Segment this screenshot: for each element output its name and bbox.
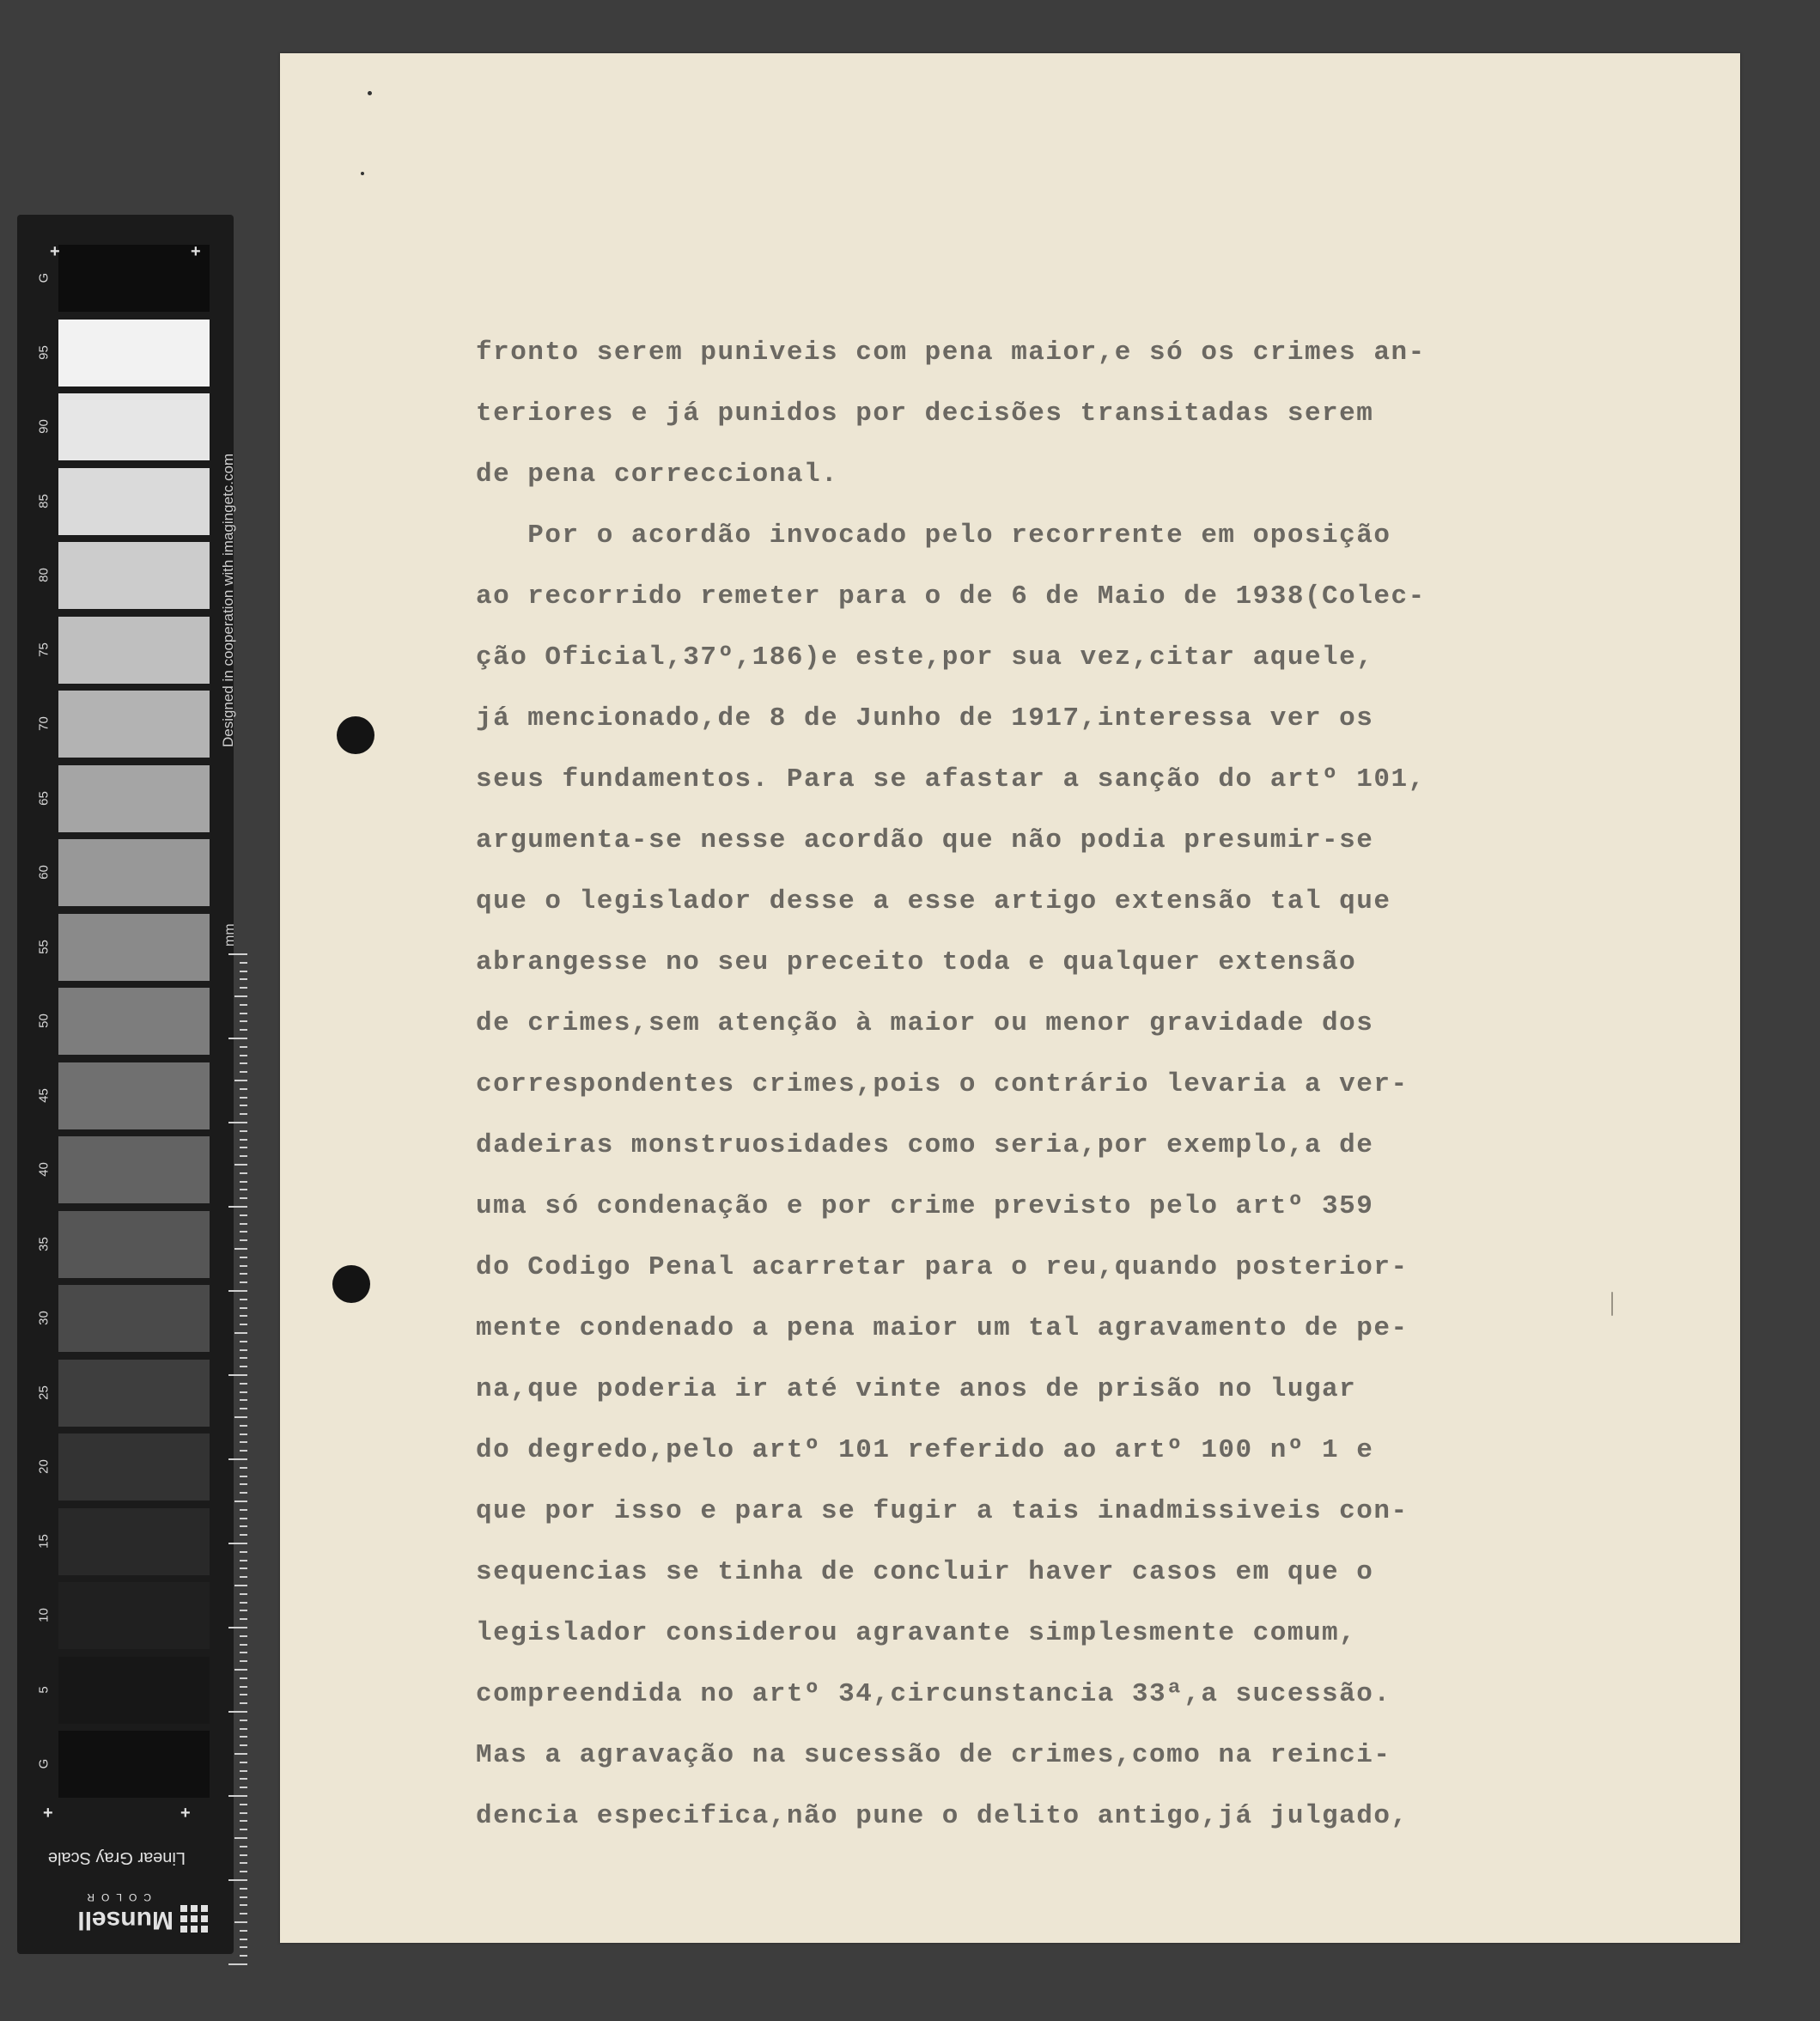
gray-patch xyxy=(58,468,210,535)
ruler-tick xyxy=(240,1441,247,1443)
ruler-tick xyxy=(240,1518,247,1519)
scale-footer xyxy=(17,1829,234,1950)
munsell-logo-icon xyxy=(180,1905,208,1933)
ruler-tick xyxy=(240,987,247,989)
gray-patch xyxy=(58,245,210,312)
ruler-tick xyxy=(240,1955,247,1957)
ruler-tick xyxy=(240,1593,247,1595)
ruler-tick xyxy=(228,1627,247,1628)
ruler-tick xyxy=(240,1829,247,1830)
ruler-tick xyxy=(234,1332,247,1334)
paper-speck xyxy=(368,91,372,95)
ruler-tick xyxy=(240,1509,247,1511)
document-page xyxy=(280,53,1740,1943)
ruler-tick xyxy=(240,1871,247,1872)
ruler-tick xyxy=(240,1004,247,1006)
ruler-tick xyxy=(234,1921,247,1923)
gray-patch xyxy=(58,1434,210,1501)
ruler-tick xyxy=(240,1736,247,1738)
text-line: legislador considerou agravante simplesmente comum, xyxy=(476,1618,1357,1648)
ruler-tick xyxy=(228,1458,247,1460)
ruler-tick xyxy=(240,1391,247,1393)
ruler-tick xyxy=(240,1744,247,1746)
punch-hole xyxy=(332,1265,370,1303)
patch-label: 25 xyxy=(36,1385,52,1400)
gray-patch xyxy=(58,1582,210,1649)
ruler-tick xyxy=(240,1525,247,1527)
ruler-tick xyxy=(240,1820,247,1822)
registration-mark: + xyxy=(50,242,60,261)
ruler-tick xyxy=(228,1543,247,1544)
ruler-tick xyxy=(240,1846,247,1848)
ruler-tick xyxy=(240,1762,247,1763)
text-line: já mencionado,de 8 de Junho de 1917,interessa ver os xyxy=(476,703,1374,734)
ruler-tick xyxy=(240,1029,247,1031)
patch-label: 50 xyxy=(36,1014,52,1028)
ruler-tick xyxy=(240,1728,247,1730)
gray-patch xyxy=(58,765,210,832)
gray-patch xyxy=(58,1285,210,1352)
ruler-tick xyxy=(240,1804,247,1805)
patch-label: 30 xyxy=(36,1311,52,1325)
ruler-tick xyxy=(240,978,247,980)
brand-subtitle: COLOR xyxy=(80,1891,151,1903)
ruler-tick xyxy=(240,1088,247,1090)
patch-label: 75 xyxy=(36,642,52,657)
ruler-tick xyxy=(240,1130,247,1132)
ruler-tick xyxy=(240,1652,247,1653)
ruler-tick xyxy=(240,1408,247,1409)
ruler-tick xyxy=(234,1416,247,1418)
ruler-tick xyxy=(240,1778,247,1780)
ruler-tick xyxy=(240,1450,247,1452)
text-line: dadeiras monstruosidades como seria,por exemplo,a de xyxy=(476,1130,1374,1160)
patch-label: 60 xyxy=(36,865,52,880)
typewritten-body xyxy=(476,322,1541,1847)
ruler-tick xyxy=(234,1669,247,1671)
ruler-tick xyxy=(240,1113,247,1115)
ruler-tick xyxy=(234,1248,247,1250)
text-line: compreendida no artº 34,circunstancia 33ª,a sucessão. xyxy=(476,1679,1391,1709)
text-line: fronto serem puniveis com pena maior,e só os crimes an- xyxy=(476,338,1426,368)
text-line: do Codigo Penal acarretar para o reu,quando posterior- xyxy=(476,1252,1409,1282)
ruler-tick xyxy=(240,1677,247,1679)
ruler-tick xyxy=(240,1913,247,1914)
ruler-tick xyxy=(240,1383,247,1385)
ruler-tick xyxy=(240,1147,247,1148)
ruler-tick xyxy=(240,1862,247,1864)
ruler-tick xyxy=(240,1930,247,1932)
patch-label: 65 xyxy=(36,790,52,806)
ruler-tick xyxy=(228,953,247,955)
ruler-tick xyxy=(240,1660,247,1662)
ruler-tick xyxy=(228,1122,247,1123)
patch-label: 70 xyxy=(36,716,52,731)
gray-patch xyxy=(58,1657,210,1724)
ruler-tick xyxy=(240,1854,247,1856)
ruler-tick xyxy=(240,1425,247,1427)
ruler-tick xyxy=(240,1324,247,1325)
ruler-tick xyxy=(240,1281,247,1283)
ruler-tick xyxy=(240,1097,247,1099)
gray-patch xyxy=(58,1360,210,1427)
patch-label: 45 xyxy=(36,1087,52,1103)
ruler-tick xyxy=(240,1062,247,1064)
patch-label: 35 xyxy=(36,1236,52,1251)
ruler-tick xyxy=(240,1560,247,1561)
ruler-tick xyxy=(228,1963,247,1965)
ruler-tick xyxy=(240,1231,247,1233)
ruler-tick xyxy=(240,1239,247,1241)
ruler-tick xyxy=(240,1299,247,1300)
ruler-tick xyxy=(240,1399,247,1401)
registration-mark: + xyxy=(180,1804,191,1823)
text-line: argumenta-se nesse acordão que não podia presumir-se xyxy=(476,825,1374,855)
ruler-tick xyxy=(234,1585,247,1586)
ruler-tick xyxy=(240,1223,247,1225)
ruler-tick xyxy=(240,1618,247,1620)
text-line: Por o acordão invocado pelo recorrente em oposição xyxy=(476,520,1391,551)
ruler-tick xyxy=(240,1055,247,1056)
text-line: correspondentes crimes,pois o contrário levaria a ver- xyxy=(476,1069,1409,1099)
text-line: do degredo,pelo artº 101 referido ao artº 100 nº 1 e xyxy=(476,1435,1374,1465)
gray-scale-card xyxy=(17,215,237,1954)
text-line: ção Oficial,37º,186)e este,por sua vez,citar aquele, xyxy=(476,642,1374,673)
patch-label: 40 xyxy=(36,1162,52,1177)
ruler-tick xyxy=(240,1770,247,1772)
text-line: que o legislador desse a esse artigo extensão tal que xyxy=(476,886,1391,916)
text-line: na,que poderia ir até vinte anos de prisão no lugar xyxy=(476,1374,1357,1404)
ruler-tick xyxy=(240,1046,247,1048)
ruler-tick xyxy=(240,1105,247,1106)
ruler-tick xyxy=(240,1357,247,1359)
ruler-tick xyxy=(234,1501,247,1502)
ruler-tick xyxy=(240,1694,247,1695)
text-line: ao recorrido remeter para o de 6 de Maio de 1938(Colec- xyxy=(476,581,1426,612)
punch-hole xyxy=(337,716,374,754)
millimeter-ruler xyxy=(227,953,247,1975)
ruler-unit-label: mm xyxy=(222,923,237,947)
ruler-tick xyxy=(240,1181,247,1183)
patch-label: 80 xyxy=(36,568,52,582)
ruler-tick xyxy=(240,1888,247,1890)
gray-patch xyxy=(58,1062,210,1129)
ruler-tick xyxy=(240,1172,247,1174)
ruler-tick xyxy=(240,1155,247,1157)
ruler-tick xyxy=(240,1702,247,1704)
ruler-tick xyxy=(240,1644,247,1646)
patch-label: 85 xyxy=(36,493,52,508)
patch-label: 10 xyxy=(36,1608,52,1622)
ruler-tick xyxy=(234,1164,247,1166)
ruler-tick xyxy=(240,1720,247,1721)
ruler-tick xyxy=(234,1837,247,1839)
gray-patch xyxy=(58,1731,210,1798)
ruler-tick xyxy=(240,1020,247,1022)
ruler-tick xyxy=(240,1366,247,1367)
ruler-tick xyxy=(240,1197,247,1199)
registration-mark: + xyxy=(191,242,201,261)
ruler-tick xyxy=(240,1946,247,1948)
scale-credit-text: Designed in cooperation with imagingetc.com xyxy=(220,453,236,747)
ruler-tick xyxy=(240,1349,247,1351)
gray-patch xyxy=(58,1136,210,1203)
gray-patch xyxy=(58,1508,210,1575)
ruler-tick xyxy=(240,1551,247,1553)
gray-patch xyxy=(58,617,210,684)
gray-patch xyxy=(58,320,210,387)
ruler-tick xyxy=(240,1307,247,1309)
gray-patch xyxy=(58,393,210,460)
ruler-tick xyxy=(228,1206,247,1208)
ruler-tick xyxy=(240,1904,247,1906)
text-line: uma só condenação e por crime previsto pelo artº 359 xyxy=(476,1191,1374,1221)
ruler-tick xyxy=(240,1483,247,1485)
gray-patch xyxy=(58,542,210,609)
text-line: Mas a agravação na sucessão de crimes,como na reinci- xyxy=(476,1740,1391,1770)
patch-label: 95 xyxy=(36,344,52,360)
ruler-tick xyxy=(240,1214,247,1216)
ruler-tick xyxy=(240,1071,247,1073)
text-line: seus fundamentos. Para se afastar a sanção do artº 101, xyxy=(476,764,1426,794)
patch-label: 20 xyxy=(36,1459,52,1474)
text-line: teriores e já punidos por decisões transitadas serem xyxy=(476,399,1374,429)
ruler-tick xyxy=(240,1013,247,1014)
ruler-tick xyxy=(240,1534,247,1536)
registration-mark: + xyxy=(43,1804,53,1823)
gray-patch xyxy=(58,1211,210,1278)
text-line: mente condenado a pena maior um tal agravamento de pe- xyxy=(476,1313,1409,1343)
text-line: dencia especifica,não pune o delito antigo,já julgado, xyxy=(476,1801,1409,1831)
ruler-tick xyxy=(228,1038,247,1039)
ruler-tick xyxy=(240,1434,247,1435)
ruler-tick xyxy=(240,1139,247,1141)
ruler-tick xyxy=(240,1896,247,1898)
ruler-tick xyxy=(240,1273,247,1275)
text-line: de crimes,sem atenção à maior ou menor gravidade dos xyxy=(476,1008,1374,1038)
ruler-tick xyxy=(234,1080,247,1081)
patch-label: 15 xyxy=(36,1533,52,1549)
ruler-tick xyxy=(240,1787,247,1788)
ruler-tick xyxy=(240,1635,247,1637)
paper-speck xyxy=(361,172,364,175)
ruler-tick xyxy=(240,1610,247,1611)
ruler-tick xyxy=(228,1290,247,1292)
patch-label: 55 xyxy=(36,939,52,954)
ruler-tick xyxy=(240,1567,247,1569)
ruler-tick xyxy=(240,1812,247,1814)
text-line: que por isso e para se fugir a tais inadmissiveis con- xyxy=(476,1496,1409,1526)
ruler-tick xyxy=(240,1341,247,1342)
gray-patch xyxy=(58,839,210,906)
ruler-tick xyxy=(240,971,247,972)
ruler-tick xyxy=(240,1476,247,1477)
ruler-tick xyxy=(228,1374,247,1376)
patch-label: 5 xyxy=(36,1685,52,1694)
ruler-tick xyxy=(234,995,247,997)
brand-name: Munsell xyxy=(77,1906,173,1934)
patch-label: G xyxy=(36,1758,52,1769)
ruler-tick xyxy=(240,1467,247,1469)
ruler-tick xyxy=(240,1686,247,1688)
ruler-tick xyxy=(240,1576,247,1578)
patch-label: G xyxy=(36,272,52,283)
ruler-tick xyxy=(228,1711,247,1713)
gray-patch xyxy=(58,691,210,758)
patch-label: 90 xyxy=(36,419,52,434)
paper-mark xyxy=(1611,1292,1613,1316)
gray-patch xyxy=(58,988,210,1055)
ruler-tick xyxy=(240,1492,247,1494)
ruler-tick xyxy=(240,1189,247,1190)
ruler-tick xyxy=(240,1939,247,1940)
ruler-tick xyxy=(228,1795,247,1797)
ruler-tick xyxy=(234,1753,247,1755)
ruler-tick xyxy=(240,1315,247,1317)
scale-name: Linear Gray Scale xyxy=(47,1848,186,1867)
text-line: de pena correccional. xyxy=(476,460,839,490)
ruler-tick xyxy=(240,1257,247,1258)
gray-patch xyxy=(58,914,210,981)
text-line: sequencias se tinha de concluir haver casos em que o xyxy=(476,1557,1374,1587)
ruler-tick xyxy=(240,1265,247,1267)
ruler-tick xyxy=(240,962,247,964)
ruler-tick xyxy=(240,1602,247,1604)
text-line: abrangesse no seu preceito toda e qualquer extensão xyxy=(476,947,1357,977)
